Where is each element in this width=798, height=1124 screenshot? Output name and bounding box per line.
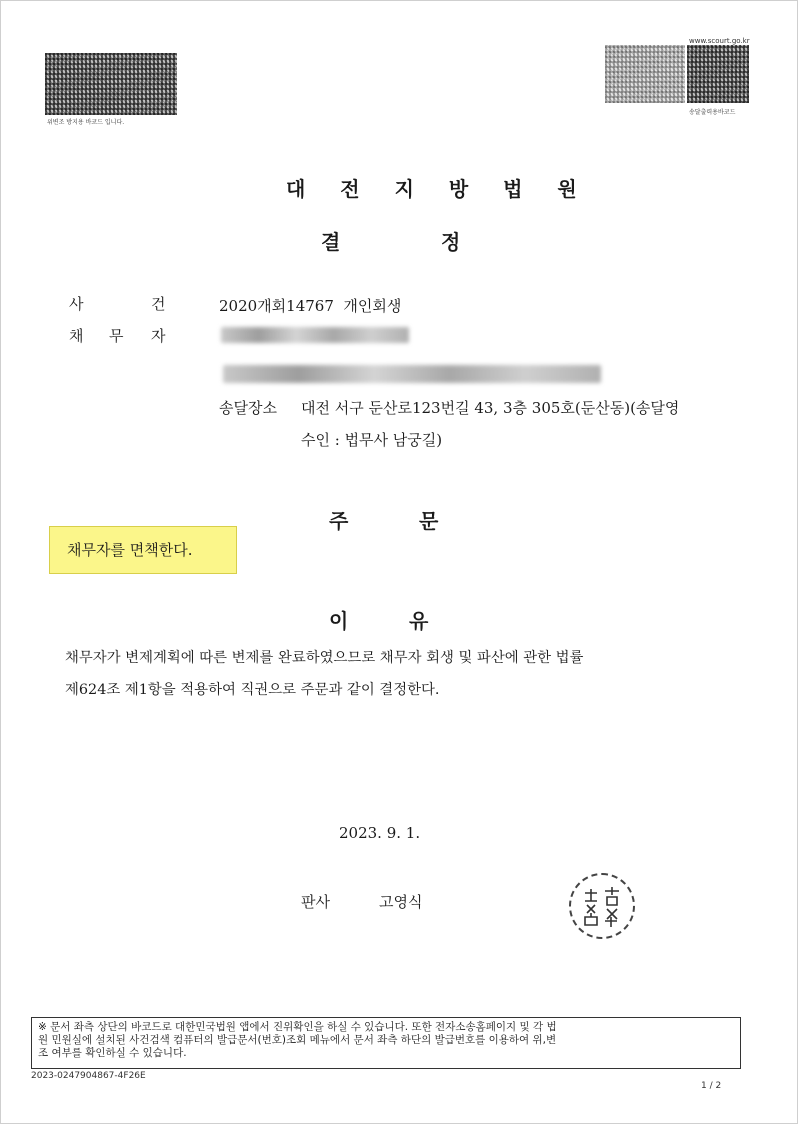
court-name: 대 전 지 방 법 원 xyxy=(286,177,591,201)
issue-number: 2023-0247904867-4F26E xyxy=(31,1071,146,1081)
verification-barcode xyxy=(45,53,177,115)
order-heading-char-1: 주 xyxy=(329,509,349,533)
delivery-barcode-2 xyxy=(687,45,749,103)
doc-title-char-1: 결 xyxy=(321,230,341,254)
delivery-label: 송달장소 xyxy=(219,399,277,417)
verification-notice xyxy=(31,1017,741,1069)
page-number: 1 / 2 xyxy=(701,1081,722,1091)
notice-line-3: 조 여부를 확인하실 수 있습니다. xyxy=(38,1047,187,1059)
case-label-2: 건 xyxy=(151,295,166,313)
delivery-barcode xyxy=(605,45,685,103)
order-heading-char-2: 문 xyxy=(419,509,439,533)
redacted-debtor-name xyxy=(221,327,409,343)
order-text: 채무자를 면책한다. xyxy=(67,541,193,559)
doc-title-char-2: 정 xyxy=(441,230,461,254)
judge-name: 고영식 xyxy=(379,893,423,911)
debtor-label-2: 무 xyxy=(109,327,124,345)
judge-title: 판사 xyxy=(301,893,330,911)
verification-barcode-caption: 위변조 방지용 바코드 입니다. xyxy=(47,119,125,126)
reason-heading-char-1: 이 xyxy=(329,609,349,633)
decision-date: 2023. 9. 1. xyxy=(339,824,421,842)
redacted-debtor-address xyxy=(223,365,601,383)
court-url: www.scourt.go.kr xyxy=(689,37,750,45)
debtor-label-3: 자 xyxy=(151,327,166,345)
judge-seal-icon xyxy=(569,873,635,939)
delivery-barcode-caption: 송달출력용바코드 xyxy=(689,109,736,116)
notice-line-1: ※ 문서 좌측 상단의 바코드로 대한민국법원 앱에서 진위확인을 하실 수 있습니다. 또한 전자소송홈페이지 및 각 법 xyxy=(38,1021,557,1033)
debtor-label-1: 채 xyxy=(69,327,84,345)
case-label-1: 사 xyxy=(69,295,84,313)
case-number: 2020개회14767 개인회생 xyxy=(219,297,402,315)
reason-text-line1: 채무자가 변제계획에 따른 변제를 완료하였으므로 채무자 회생 및 파산에 관한 법률 xyxy=(65,650,584,666)
delivery-address-line1: 대전 서구 둔산로123번길 43, 3층 305호(둔산동)(송달영 xyxy=(301,399,680,417)
notice-line-2: 원 민원실에 설치된 사건검색 컴퓨터의 발급문서(번호)조회 메뉴에서 문서 좌측 하단의 발급번호를 이용하여 위,변 xyxy=(38,1034,557,1046)
delivery-address-line2: 수인 : 법무사 남궁길) xyxy=(301,431,443,449)
reason-heading-char-2: 유 xyxy=(409,609,429,633)
reason-text-line2: 제624조 제1항을 적용하여 직권으로 주문과 같이 결정한다. xyxy=(65,682,440,698)
